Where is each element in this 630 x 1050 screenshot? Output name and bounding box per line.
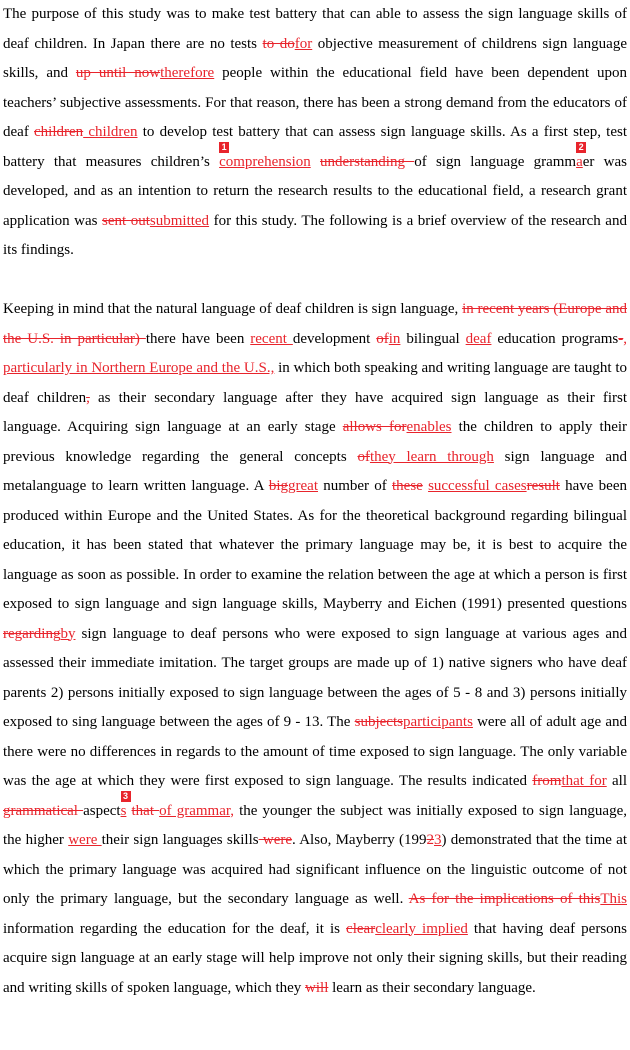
inserted-text: by	[60, 625, 76, 642]
comment-marker[interactable]: 3	[121, 791, 131, 802]
text-run: to develop test battery that can assess sign language skills. As a first step, test battery that measures children’s	[3, 124, 628, 170]
text-run: were all of adult age and there were no differences in regards to the amount of time exposed to sign language. The only variable was the age at which they were first exposed to sign language. The results indicated	[3, 714, 627, 789]
inserted-text: enables	[406, 419, 452, 435]
text-run: that having deaf persons acquire sign language at an early stage will help improve not only their signing skills, but their reading and writing skills of spoken language, which they	[3, 920, 628, 996]
inserted-text: children	[83, 124, 138, 140]
text-run: number of	[318, 478, 392, 494]
text-run: there have been	[145, 330, 251, 347]
inserted-text: s	[120, 802, 127, 819]
deleted-text: allows for	[342, 419, 407, 435]
inserted-text: for	[294, 35, 313, 52]
comment-marker[interactable]: 1	[219, 142, 229, 153]
text-run: ) demonstrated that the time at which the primary language was acquired had significant influence on the linguistic outcome of not only the primary language, but the secondary language as well.	[3, 832, 627, 907]
deleted-text: grammatical	[3, 802, 84, 819]
text-run: information regarding the education for the deaf, it is	[3, 920, 347, 937]
text-run: bilingual	[400, 330, 466, 347]
inserted-text: 3	[434, 832, 442, 848]
text-run: development	[292, 330, 377, 347]
inserted-text: a	[576, 153, 583, 170]
deleted-text: clear	[346, 920, 376, 937]
inserted-text: in	[388, 330, 401, 347]
paragraph-2	[3, 295, 627, 1003]
text-run: sign language to deaf persons who were exposed to sign language at various ages and assessed their immediate imitation. The target groups are made up of 1) native signers who have deaf parents 2) persons initially exposed to sign language between the ages of 5 - 8 and 3) persons initially exposed to sing language between the ages of 9 - 13. The	[3, 625, 627, 730]
text-run: Keeping in mind that the natural language of deaf children is sign language,	[3, 301, 463, 317]
inserted-text: clearly implied	[375, 920, 468, 937]
inserted-text: were	[68, 832, 102, 848]
text-run: of sign language gramm	[414, 153, 577, 170]
deleted-text: will	[305, 979, 329, 996]
deleted-text: 2	[426, 832, 435, 848]
text-run: aspect	[83, 802, 121, 819]
text-run: objective measurement of childrens sign language skills, and	[3, 35, 627, 81]
deleted-text: ,	[86, 389, 90, 406]
deleted-text: As for the implications of this	[408, 891, 601, 907]
text-run: er was developed, and as an intention to return the research results to the educational field, a research grant application was	[3, 153, 627, 229]
deleted-text: sent out	[102, 212, 150, 229]
text-run: as their secondary language after they have acquired sign language as their first language. Acquiring sign language at an early stage	[3, 389, 627, 435]
comment-marker[interactable]: 2	[576, 142, 586, 153]
deleted-text: to do	[262, 35, 295, 52]
inserted-text: comprehension	[219, 153, 311, 170]
inserted-text: of grammar,	[159, 802, 234, 819]
text-run: have been produced within Europe and the United States. As for the theoretical background regarding bilingual education, it has been stated that whatever the primary language may be, it is best to acquire the language as soon as possible. In order to examine the relation between the age at which a person is first exposed to sign language and sign language skills, Mayberry and Eichen (1991) presented questions	[3, 478, 628, 612]
paragraph-1	[3, 0, 627, 266]
deleted-text: regarding	[3, 625, 61, 642]
text-run: learn as their secondary language.	[328, 979, 536, 996]
text-run: The purpose of this study was to make test battery that can able to assess the sign language skills of deaf children. In Japan there are no tests	[3, 6, 627, 52]
inserted-text: great	[288, 478, 318, 494]
inserted-text: recent	[250, 330, 293, 347]
inserted-text: This	[600, 891, 627, 907]
deleted-text: of	[376, 330, 389, 347]
deleted-text: -	[618, 330, 624, 347]
deleted-text: these	[392, 478, 423, 494]
deleted-text: big	[268, 478, 289, 494]
document-body	[3, 0, 627, 1003]
text-run: all	[606, 773, 627, 789]
text-run: . Also, Mayberry (199	[292, 832, 427, 848]
deleted-text: understanding	[319, 153, 415, 170]
inserted-text: submitted	[149, 212, 210, 229]
deleted-text: up until now	[75, 65, 161, 81]
deleted-text: that	[131, 802, 160, 819]
inserted-text: that for	[561, 773, 607, 789]
text-run: sign language and metalanguage to learn written language. A	[3, 448, 627, 494]
text-run: their sign languages skills	[101, 832, 259, 848]
deleted-text: result	[526, 478, 560, 494]
deleted-text: children	[34, 124, 84, 140]
inserted-text: successful cases	[428, 478, 527, 494]
inserted-text: participants	[402, 714, 473, 730]
text-run: for this study. The following is a brief overview of the research and its findings.	[3, 212, 627, 258]
text-run: the younger the subject was initially exposed to sign language, the higher	[3, 802, 628, 848]
deleted-text: in recent years (Europe and the U.S. in particular)	[3, 301, 627, 347]
deleted-text: of	[357, 448, 370, 465]
inserted-text: they learn through	[369, 448, 494, 465]
deleted-text: were	[258, 832, 293, 848]
text-run: the children to apply their previous knowledge regarding the general concepts	[3, 419, 628, 465]
deleted-text: subjects	[354, 714, 403, 730]
text-run: people within the educational field have been dependent upon teachers’ subjective assessments. For that reason, there has been a strong demand from the educators of deaf	[3, 65, 627, 140]
text-run	[311, 154, 320, 170]
inserted-text: , particularly in Northern Europe and the U.S.,	[3, 330, 628, 376]
text-run: education programs	[491, 330, 619, 347]
inserted-text: deaf	[465, 330, 492, 347]
text-run: in which both speaking and writing language are taught to deaf children	[3, 360, 627, 406]
inserted-text: therefore	[160, 65, 215, 81]
deleted-text: from	[532, 773, 562, 789]
